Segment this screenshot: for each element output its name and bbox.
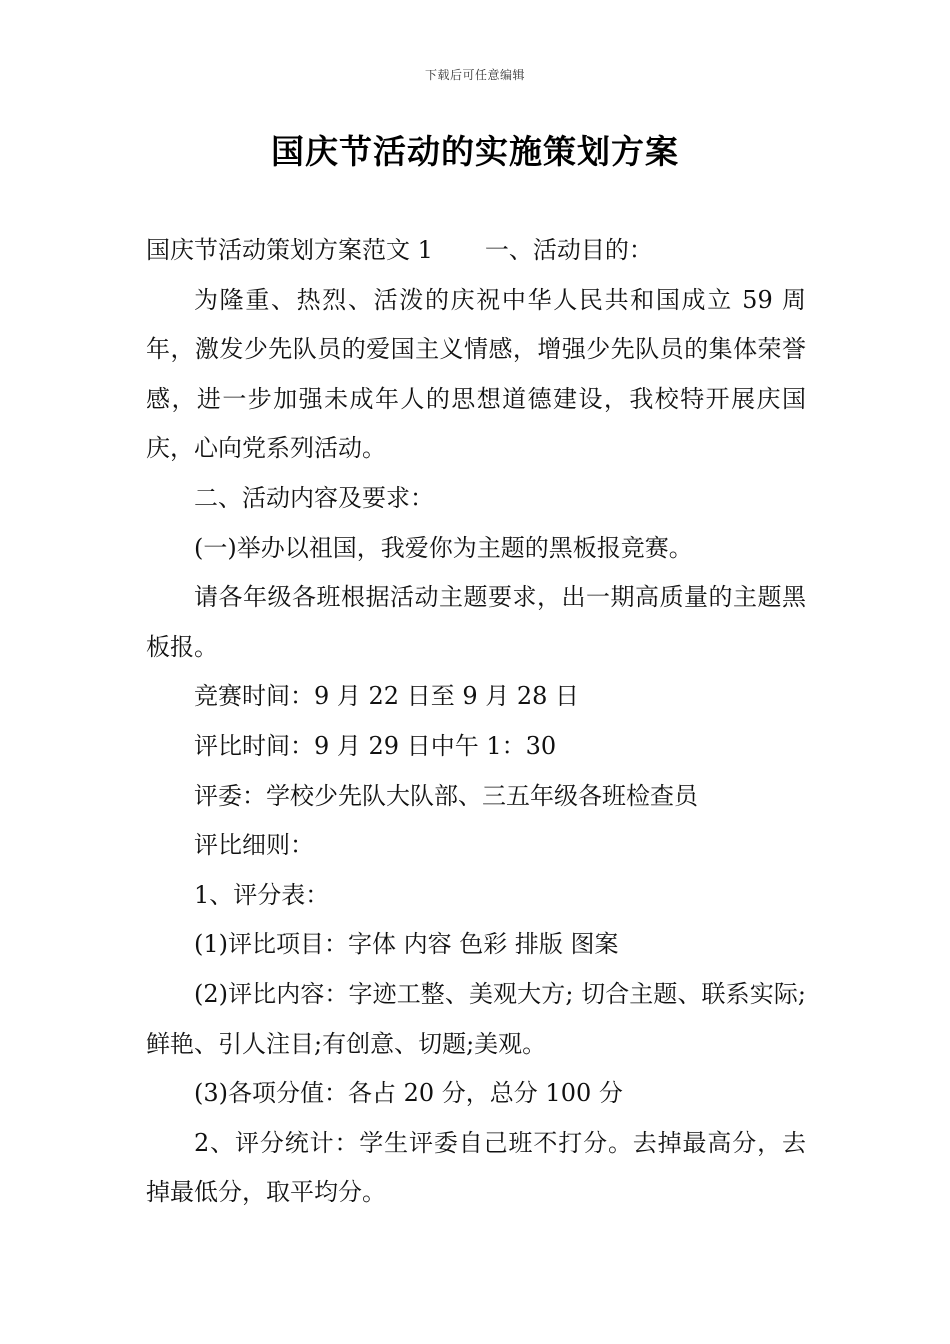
intro-label: 国庆节活动策划方案范文 1 <box>146 236 433 264</box>
header-note: 下载后可任意编辑 <box>424 68 525 82</box>
paragraph: 评比时间：9 月 29 日中午 1：30 <box>194 731 557 760</box>
document-body <box>146 226 806 1218</box>
page-title: 国庆节活动的实施策划方案 <box>271 132 679 171</box>
paragraph: 竞赛时间：9 月 22 日至 9 月 28 日 <box>194 682 580 711</box>
paragraph: (一)举办以祖国，我爱你为主题的黑板报竞赛。 <box>194 533 693 562</box>
paragraph: 为隆重、热烈、活泼的庆祝中华人民共和国成立 59 周年，激发少先队员的爱国主义情感，增强少先队员的集体荣誉感，进一步加强未成年人的思想道德建设，我校特开展庆国庆，心向党系列活动。 <box>146 285 806 463</box>
paragraph: 评比细则： <box>194 831 314 860</box>
paragraph: 1、评分表： <box>194 880 330 909</box>
section-heading: 二、活动内容及要求： <box>194 483 434 512</box>
paragraph: 2、评分统计：学生评委自己班不打分。去掉最高分，去掉最低分，取平均分。 <box>146 1128 806 1207</box>
paragraph: (3)各项分值：各占 20 分，总分 100 分 <box>194 1079 623 1108</box>
paragraph: 评委：学校少先队大队部、三五年级各班检查员 <box>194 781 698 810</box>
intro-line <box>146 226 806 276</box>
paragraph: (1)评比项目：字体 内容 色彩 排版 图案 <box>194 930 619 959</box>
paragraph: (2)评比内容：字迹工整、美观大方; 切合主题、联系实际; 鲜艳、引人注目;有创意、切题;美观。 <box>146 979 806 1058</box>
paragraph: 请各年级各班根据活动主题要求，出一期高质量的主题黑板报。 <box>146 583 806 661</box>
section-heading: 一、活动目的： <box>484 236 653 264</box>
